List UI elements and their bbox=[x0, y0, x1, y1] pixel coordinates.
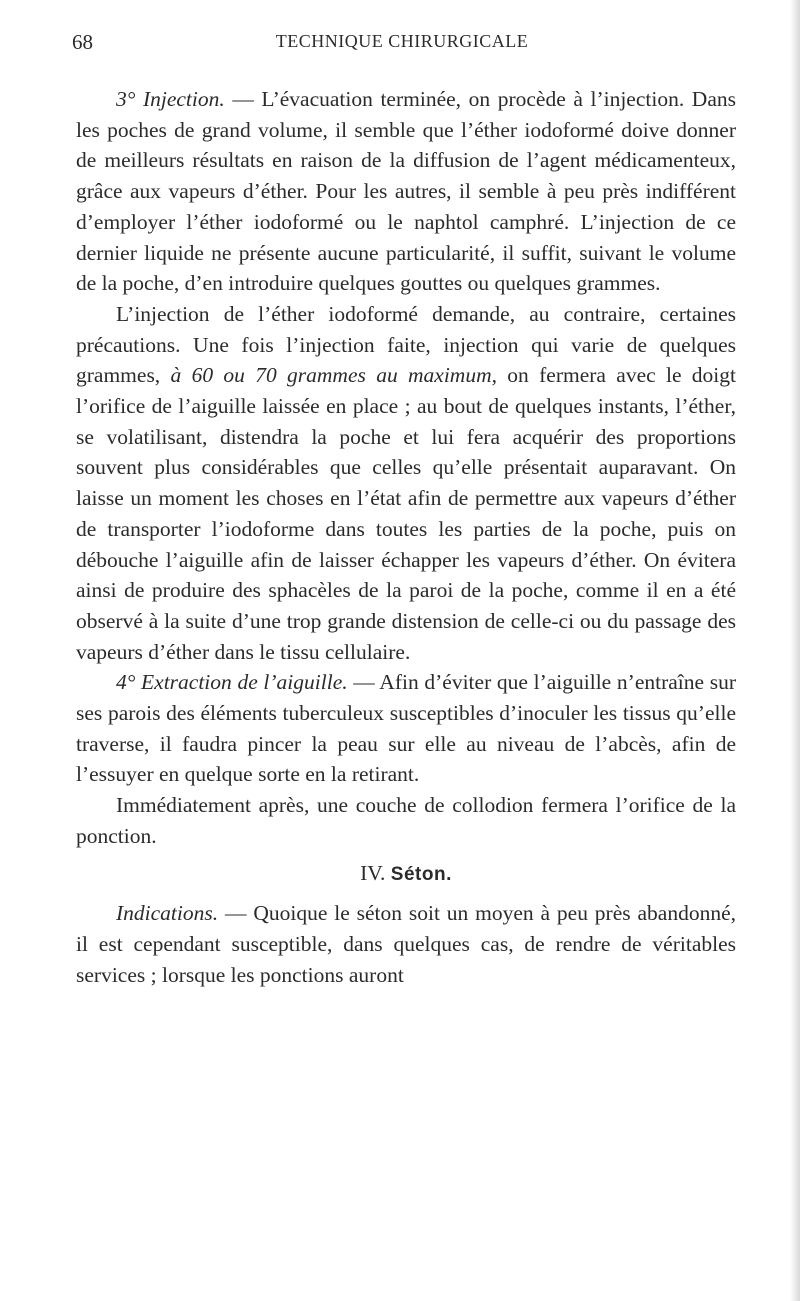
section-title: Séton. bbox=[390, 863, 452, 885]
paragraph-injection bbox=[76, 84, 736, 299]
section-number: IV. bbox=[360, 860, 386, 885]
subheading-injection: 3° Injection. bbox=[116, 87, 225, 111]
section-heading bbox=[76, 858, 736, 891]
page-header bbox=[72, 30, 732, 58]
paragraph-collodion bbox=[76, 790, 736, 851]
page-edge-shadow bbox=[790, 0, 800, 1301]
page-number: 68 bbox=[72, 30, 93, 54]
paragraph-text: , on fermera avec le doigt l’orifice de l’aiguille laissée en place ; au bout de quelques instants, l’éther, se volatilisant, distendra la poche et lui fera acquérir des proportions souvent plus considérables que celles qu’elle présentait auparavant. On laisse un moment les choses en l’état afin de permettre aux vapeurs d’éther de transporter l’iodoforme dans toutes les parties de la poche, puis on débouche l’aiguille afin de laisser échapper les vapeurs d’éther. On évitera ainsi de produire des sphacèles de la paroi de la poche, comme il en a été observé à la suite d’une trop grande distension de celle-ci ou du passage des vapeurs d’éther dans le tissu cellulaire. bbox=[76, 363, 737, 664]
paragraph-text: L’injection de l’éther iodoformé demande, au contraire, certaines précautions. Une fois l’injection faite, injection qui varie de quelques grammes, bbox=[76, 301, 736, 388]
running-title: TECHNIQUE CHIRURGICALE bbox=[275, 31, 529, 51]
paragraph-text: — Afin d’éviter que l’aiguille n’entraîne sur ses parois des éléments tuberculeux susceptibles d’inoculer les tissus qu’elle traverse, il faudra pincer la peau sur elle au niveau de l’abcès, afin de l’essuyer en quelque sorte en la retirant. bbox=[76, 670, 737, 787]
paragraph-text: Immédiatement après, une couche de collodion fermera l’orifice de la ponction. bbox=[76, 793, 736, 848]
paragraph-text: — Quoique le séton soit un moyen à peu près abandonné, il est cependant susceptible, dans quelques cas, de rendre de véritables services ; lorsque les ponctions auront bbox=[76, 901, 736, 987]
subheading-indications: Indications. bbox=[116, 901, 219, 926]
paragraph-extraction bbox=[76, 667, 736, 790]
emphasis-dosage: à 60 ou 70 grammes au maximum bbox=[170, 363, 492, 388]
subheading-extraction: 4° Extraction de l’aiguille. bbox=[116, 670, 348, 695]
body-text bbox=[76, 84, 736, 990]
paragraph-ether-precautions bbox=[76, 299, 736, 667]
paragraph-text: — L’évacuation terminée, on procède à l’injection. Dans les poches de grand volume, il semble que l’éther iodoformé doive donner de meilleurs résultats en raison de la diffusion de l’agent médicamenteux, grâce aux vapeurs d’éther. Pour les autres, il semble à peu près indifférent d’employer l’éther iodoformé ou le naphtol camphré. L’injection de ce dernier liquide ne présente aucune particularité, il suffit, suivant le volume de la poche, d’en introduire quelques gouttes ou quelques grammes. bbox=[76, 87, 736, 296]
paragraph-indications bbox=[76, 898, 736, 990]
